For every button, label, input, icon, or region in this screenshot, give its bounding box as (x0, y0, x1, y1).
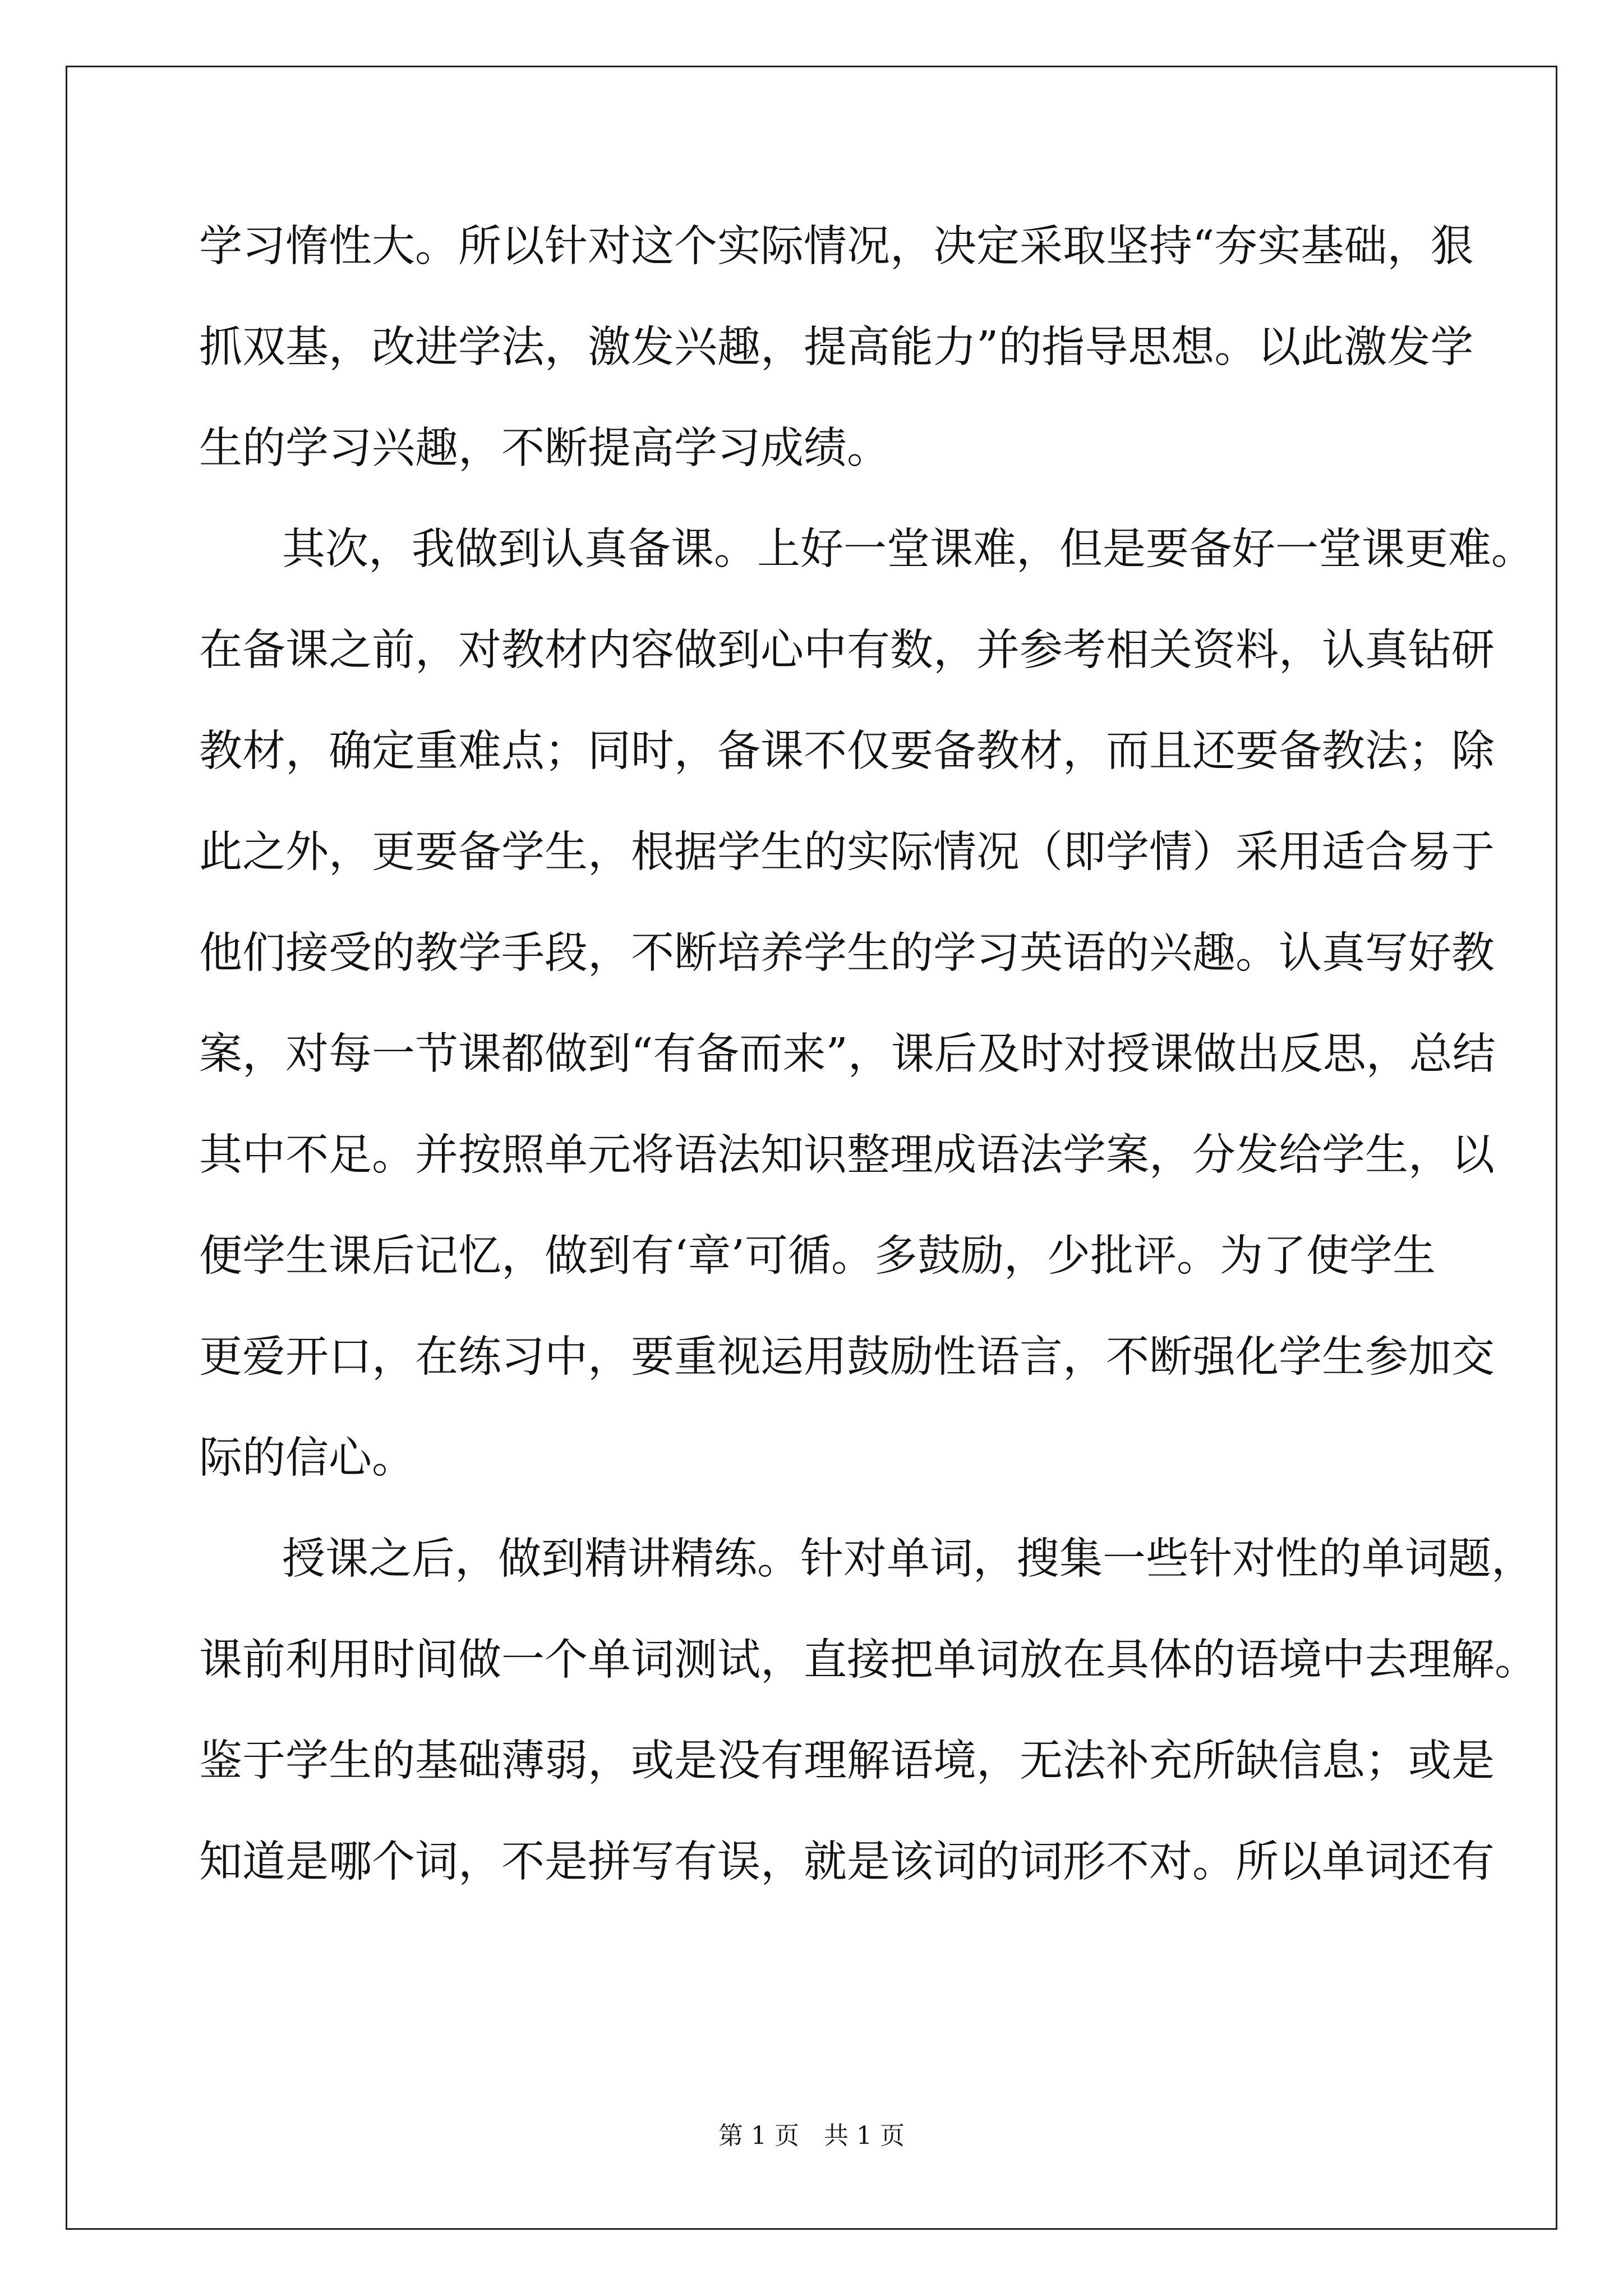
text-line: 授课之后，做到精讲精练。针对单词，搜集一些针对性的单词题， (282, 1534, 1534, 1584)
text-line: 知道是哪个词，不是拼写有误，就是该词的词形不对。所以单词还有 (199, 1837, 1495, 1887)
text-line: 更爱开口，在练习中，要重视运用鼓励性语言，不断强化学生参加交 (199, 1332, 1495, 1382)
text-line: 他们接受的教学手段，不断培养学生的学习英语的兴趣。认真写好教 (199, 928, 1495, 978)
text-line: 鉴于学生的基础薄弱，或是没有理解语境，无法补充所缺信息；或是 (199, 1736, 1495, 1786)
page-number-footer: 第 1 页 共 1 页 (718, 2122, 905, 2150)
text-line: 际的信心。 (199, 1433, 415, 1483)
text-line: 在备课之前，对教材内容做到心中有数，并参考相关资料，认真钻研 (199, 625, 1495, 675)
text-line: 案，对每一节课都做到“有备而来”，课后及时对授课做出反思，总结 (199, 1029, 1496, 1079)
text-line: 便学生课后记忆，做到有‘章’可循。多鼓励，少批评。为了使学生 (199, 1231, 1436, 1281)
text-line: 学习惰性大。所以针对这个实际情况，决定采取坚持“夯实基础，狠 (199, 222, 1474, 272)
text-line: 此之外，更要备学生，根据学生的实际情况（即学情）采用适合易于 (199, 827, 1495, 877)
text-line: 抓双基，改进学法，激发兴趣，提高能力”的指导思想。以此激发学 (199, 323, 1474, 372)
text-line: 其次，我做到认真备课。上好一堂课难，但是要备好一堂课更难。 (282, 524, 1534, 574)
text-line: 生的学习兴趣，不断提高学习成绩。 (199, 424, 890, 473)
text-line: 教材，确定重难点；同时，备课不仅要备教材，而且还要备教法；除 (199, 726, 1495, 776)
text-line: 其中不足。并按照单元将语法知识整理成语法学案，分发给学生，以 (199, 1130, 1495, 1180)
text-line: 课前利用时间做一个单词测试，直接把单词放在具体的语境中去理解。 (199, 1635, 1538, 1685)
